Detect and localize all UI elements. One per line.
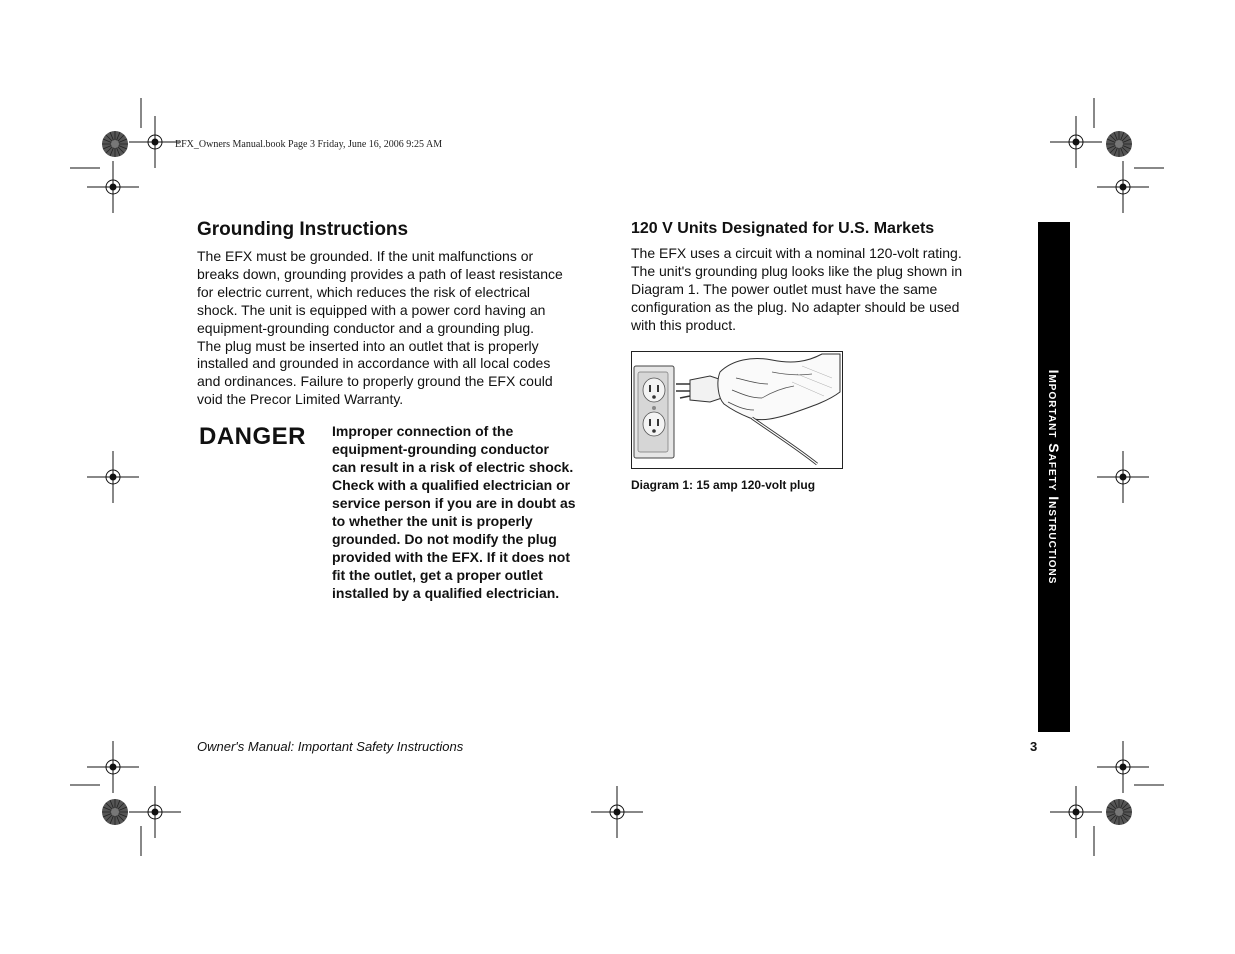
danger-line: can result in a risk of electric shock.	[332, 459, 574, 475]
paragraph-line: installed and grounded in accordance with all local codes	[197, 355, 551, 372]
registration-mark-right-middle	[1097, 451, 1149, 503]
paragraph-line: with this product.	[631, 316, 737, 333]
registration-mark-bottom-center	[591, 786, 643, 838]
paragraph-line: for electric current, which reduces the risk of electrical	[197, 283, 531, 300]
danger-line: service person if you are in doubt as	[332, 495, 576, 511]
diagram-caption: Diagram 1: 15 amp 120-volt plug	[631, 478, 816, 492]
paragraph-line: The plug must be inserted into an outlet that is properly	[197, 337, 539, 354]
paragraph-line: equipment-grounding conductor and a grounding plug.	[197, 319, 535, 336]
registration-mark-top-left	[129, 116, 181, 168]
page-number: 3	[1030, 739, 1038, 754]
side-tab-label: Important Safety Instructions	[1046, 369, 1062, 585]
danger-line: Check with a qualified electrician or	[332, 477, 571, 493]
grounding-heading: Grounding Instructions	[197, 219, 409, 240]
plug-diagram	[631, 351, 843, 469]
us-markets-heading: 120 V Units Designated for U.S. Markets	[631, 220, 935, 237]
paragraph-line: shock. The unit is equipped with a power cord having an	[197, 301, 546, 318]
paragraph-line: The EFX uses a circuit with a nominal 120-volt rating.	[631, 245, 962, 261]
paragraph-line: and ordinances. Failure to properly ground the EFX could	[197, 373, 553, 390]
danger-line: provided with the EFX. If it does not	[332, 549, 570, 565]
registration-mark-left-middle	[87, 451, 139, 503]
star-target-bottom-left	[102, 799, 128, 825]
danger-warning	[332, 422, 597, 602]
paragraph-line: The unit's grounding plug looks like the plug shown in	[631, 262, 963, 279]
paragraph-line: void the Precor Limited Warranty.	[197, 391, 404, 408]
star-target-top-left	[102, 131, 128, 157]
section-side-tab	[1038, 222, 1070, 732]
danger-line: equipment-grounding conductor	[332, 441, 549, 457]
danger-label: DANGER	[199, 423, 307, 450]
danger-line: to whether the unit is properly	[332, 513, 533, 529]
plug-illustration	[632, 352, 842, 468]
danger-line: installed by a qualified electrician.	[332, 585, 560, 601]
paragraph-line: breaks down, grounding provides a path of least resistance	[197, 265, 563, 282]
danger-line: grounded. Do not modify the plug	[332, 531, 557, 547]
us-markets-paragraph	[631, 245, 1001, 335]
paragraph-line: Diagram 1. The power outlet must have the same	[631, 280, 938, 297]
registration-mark-bottom-left	[129, 786, 181, 838]
print-header: EFX_Owners Manual.book Page 3 Friday, June 16, 2006 9:25 AM	[175, 139, 443, 150]
registration-mark-right-upper	[1097, 161, 1149, 213]
footer-title: Owner's Manual: Important Safety Instructions	[197, 739, 464, 754]
paragraph-line: The EFX must be grounded. If the unit malfunctions or	[197, 248, 534, 264]
registration-mark-left-upper	[87, 161, 139, 213]
paragraph-line: configuration as the plug. No adapter should be used	[631, 298, 960, 315]
star-target-bottom-right	[1106, 799, 1132, 825]
danger-line: Improper connection of the	[332, 423, 514, 439]
grounding-paragraph	[197, 248, 592, 409]
danger-line: fit the outlet, get a proper outlet	[332, 567, 543, 583]
star-target-top-right	[1106, 131, 1132, 157]
